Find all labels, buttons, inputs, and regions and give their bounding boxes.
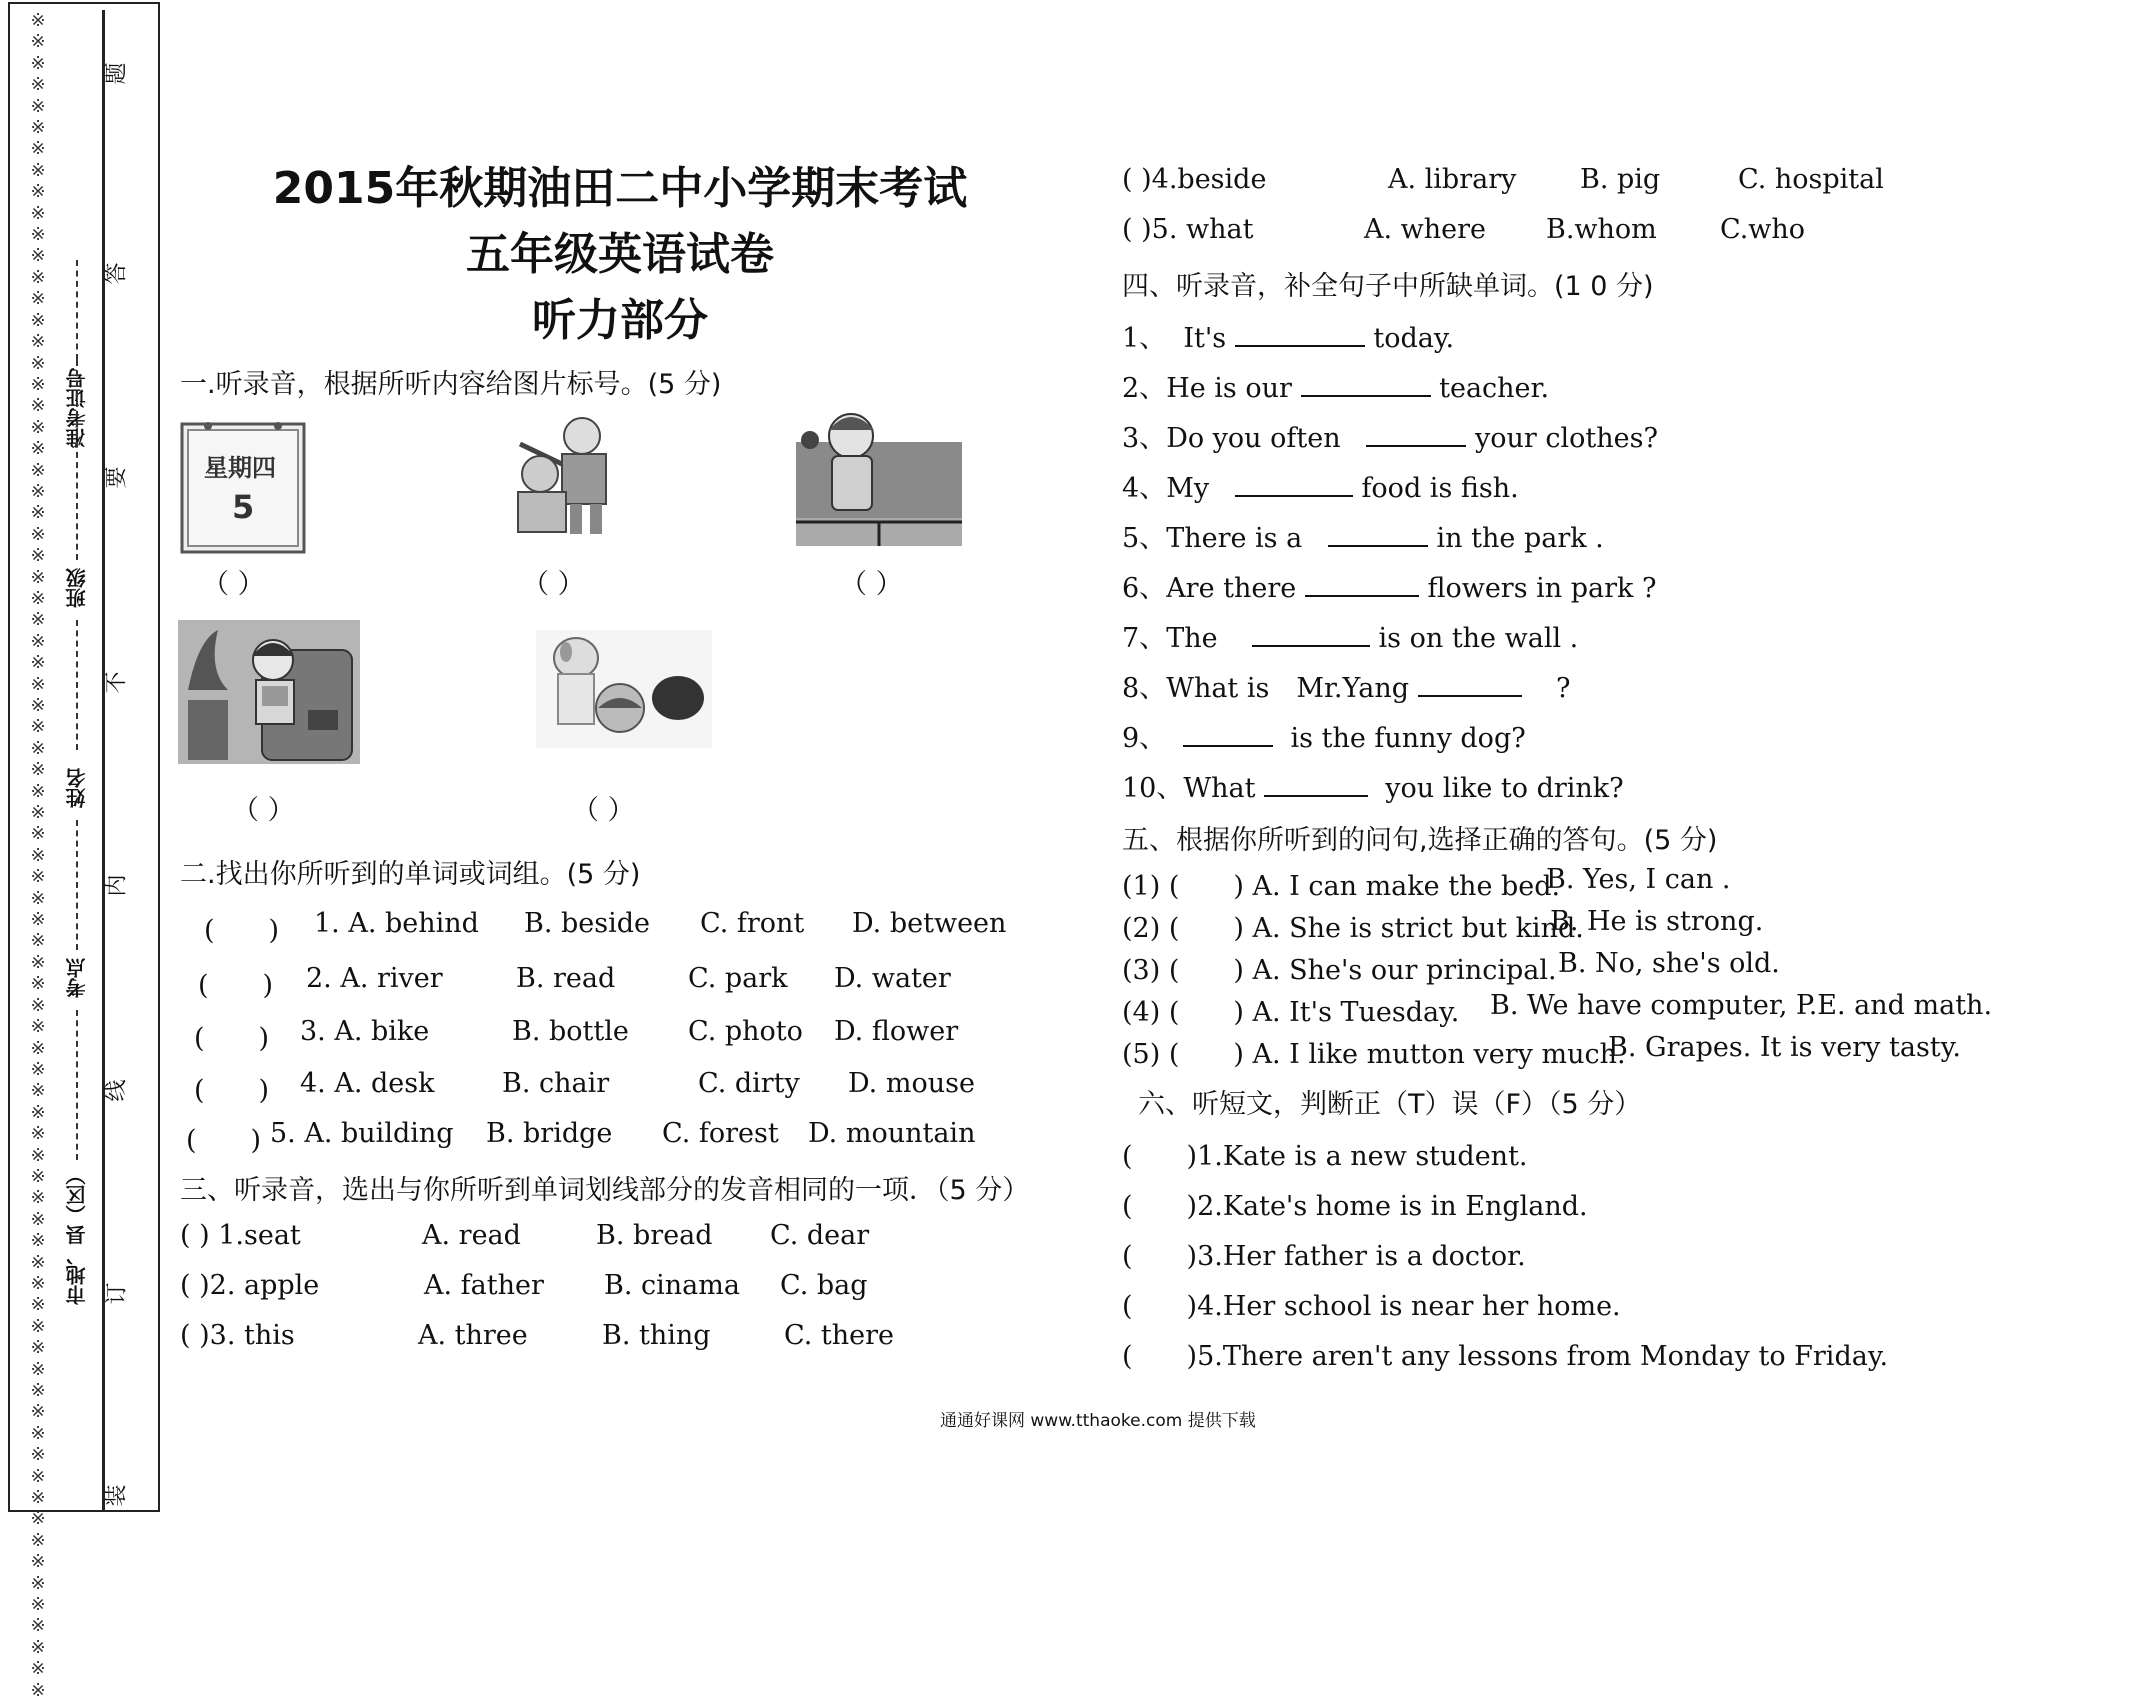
p2-q2-b: B. read [516, 963, 616, 994]
p2-paren-5: ( ) [186, 1125, 262, 1156]
p6-q5: ( )5.There aren't any lessons from Monday to Friday. [1122, 1341, 1889, 1372]
p3-q3-a: A. three [418, 1320, 528, 1351]
girl-ping-pong-icon [796, 410, 962, 550]
warn-char-6: 线 [104, 1079, 130, 1102]
warn-char-2: 答 [104, 262, 130, 285]
p4-item-9: 9、 is the funny dog? [1122, 723, 1526, 754]
p2-q4-b: B. chair [502, 1068, 610, 1099]
p3-q1-c: C. dear [770, 1220, 870, 1251]
p3-q2-a: A. father [424, 1270, 544, 1301]
exam-title: 2015年秋期油田二中小学期末考试 [272, 163, 968, 214]
p2-paren-1: ( ) [204, 915, 280, 946]
dash-2 [76, 360, 78, 560]
warn-char-1: 题 [104, 62, 130, 85]
p2-q3-b: B. bottle [512, 1016, 629, 1047]
p3-q2-b: B. cinama [604, 1270, 740, 1301]
p3-q1-b: B. bread [596, 1220, 713, 1251]
p2-q3-a: 3. A. bike [300, 1016, 430, 1047]
p3-q4-b: B. pig [1580, 164, 1661, 195]
dash-class [76, 620, 78, 750]
warn-char-8: 装 [104, 1484, 130, 1507]
warn-char-5: 内 [104, 874, 130, 897]
part1-heading: 一.听录音，根据所听内容给图片标号。(5 分) [180, 369, 722, 400]
p3-q1-a: A. read [422, 1220, 521, 1251]
p4-item-4: 4、My food is fish. [1122, 473, 1519, 504]
paren-5: （ ） [572, 795, 635, 826]
p5-q4: (4) ( ) A. It's Tuesday. [1122, 997, 1460, 1028]
p3-q2: ( )2. apple [180, 1270, 320, 1301]
p5-q3-b: B. No, she's old. [1558, 948, 1780, 979]
p2-q4-d: D. mouse [848, 1068, 975, 1099]
p6-q2: ( )2.Kate's home is in England. [1122, 1191, 1588, 1222]
footer-source: 通通好课网 www.tthaoke.com 提供下载 [940, 1411, 1256, 1431]
paren-2: （ ） [522, 569, 585, 600]
part2-heading: 二.找出你所听到的单词或词组。(5 分) [180, 859, 641, 890]
label-exam-number: 准考证号 [65, 368, 89, 448]
p2-q1-d: D. between [852, 908, 1007, 939]
p5-q1-b: B. Yes, I can . [1546, 864, 1731, 895]
p4-item-10: 10、What you like to drink? [1122, 773, 1624, 804]
p2-q3-c: C. photo [688, 1016, 803, 1047]
blank-10[interactable] [1264, 773, 1368, 797]
p3-q5-b: B.whom [1546, 214, 1657, 245]
p4-item-5: 5、There is a in the park . [1122, 523, 1604, 554]
p2-paren-3: ( ) [194, 1023, 270, 1054]
calendar-weekday: 星期四 [204, 454, 276, 482]
p3-q3-c: C. there [784, 1320, 894, 1351]
blank-7[interactable] [1252, 623, 1370, 647]
p5-q2: (2) ( ) A. She is strict but kind. [1122, 913, 1584, 944]
dash-exam-site [76, 1010, 78, 1160]
blank-2[interactable] [1301, 373, 1431, 397]
blank-5[interactable] [1328, 523, 1428, 547]
paren-4: （ ） [232, 795, 295, 826]
p5-q3: (3) ( ) A. She's our principal. [1122, 955, 1557, 986]
label-city-county: 市地、县（区） [65, 1165, 89, 1305]
p5-q4-b: B. We have computer, P.E. and math. [1490, 990, 1993, 1021]
blank-1[interactable] [1235, 323, 1365, 347]
p6-q4: ( )4.Her school is near her home. [1122, 1291, 1621, 1322]
p3-q5-c: C.who [1720, 214, 1806, 245]
label-class: 班级 [65, 568, 89, 608]
p6-q3: ( )3.Her father is a doctor. [1122, 1241, 1526, 1272]
binding-stars: ※※※※※※※※※※※※※※※※※※※※※※※※※※※※※※※※※※※※※※※※※※※※※※※※※※※※※※※※※※※※※※※※※※※※※※※※※※※※※※※ [30, 10, 46, 1701]
p3-q1: ( ) 1.seat [180, 1220, 301, 1251]
p2-q4-c: C. dirty [698, 1068, 800, 1099]
p2-q1-c: C. front [700, 908, 805, 939]
p4-item-1: 1、 It's today. [1122, 323, 1455, 354]
p4-item-3: 3、Do you often your clothes? [1122, 423, 1658, 454]
p2-paren-4: ( ) [194, 1075, 270, 1106]
p3-q3: ( )3. this [180, 1320, 295, 1351]
calendar-day: 5 [232, 488, 255, 526]
part5-heading: 五、根据你所听到的问句,选择正确的答句。(5 分) [1122, 825, 1718, 856]
p3-q5-a: A. where [1364, 214, 1487, 245]
girl-reading-icon [178, 620, 360, 764]
p2-q1-a: 1. A. behind [314, 908, 479, 939]
blank-6[interactable] [1305, 573, 1419, 597]
p5-q5: (5) ( ) A. I like mutton very much. [1122, 1039, 1626, 1070]
paren-3: （ ） [840, 569, 903, 600]
p3-q2-c: C. bag [780, 1270, 868, 1301]
blank-3[interactable] [1366, 423, 1466, 447]
p3-q4-c: C. hospital [1738, 164, 1884, 195]
warn-char-7: 订 [104, 1282, 130, 1305]
p2-q1-b: B. beside [524, 908, 651, 939]
p2-paren-2: ( ) [198, 970, 274, 1001]
dash-name [76, 820, 78, 950]
p4-item-8: 8、What is Mr.Yang ? [1122, 673, 1571, 704]
p2-q2-c: C. park [688, 963, 788, 994]
label-name: 姓名 [65, 768, 89, 808]
dash-exam-number [76, 260, 78, 360]
warn-char-3: 要 [104, 466, 130, 489]
p3-q4-a: A. library [1388, 164, 1517, 195]
p5-q1: (1) ( ) A. I can make the bed. [1122, 871, 1561, 902]
part4-heading: 四、听录音，补全句子中所缺单词。(1 0 分) [1122, 271, 1654, 302]
blank-8[interactable] [1418, 673, 1522, 697]
p2-q2-a: 2. A. river [306, 963, 443, 994]
warn-char-4: 不 [104, 671, 130, 694]
section-title-listening: 听力部分 [532, 295, 708, 346]
p2-q3-d: D. flower [834, 1016, 959, 1047]
label-exam-site: 考点 [65, 958, 89, 998]
paren-1: （ ） [202, 569, 265, 600]
p3-q3-b: B. thing [602, 1320, 711, 1351]
p2-q5-d: D. mountain [808, 1118, 976, 1149]
dog-ball-icon [536, 630, 712, 748]
p2-q5-b: B. bridge [486, 1118, 613, 1149]
p2-q4-a: 4. A. desk [300, 1068, 435, 1099]
p6-q1: ( )1.Kate is a new student. [1122, 1141, 1528, 1172]
p4-item-7: 7、The is on the wall . [1122, 623, 1579, 654]
p2-q5-a: 5. A. building [270, 1118, 454, 1149]
p2-q2-d: D. water [834, 963, 951, 994]
p4-item-6: 6、Are there flowers in park ? [1122, 573, 1657, 604]
exam-subtitle: 五年级英语试卷 [466, 229, 774, 280]
part3-heading: 三、听录音，选出与你所听到单词划线部分的发音相同的一项．（5 分） [180, 1175, 1030, 1206]
p3-q4: ( )4.beside [1122, 164, 1267, 195]
p2-q5-c: C. forest [662, 1118, 779, 1149]
kung-fu-kids-icon [500, 414, 626, 544]
blank-9[interactable] [1183, 723, 1273, 747]
p5-q5-b: B. Grapes. It is very tasty. [1608, 1032, 1961, 1063]
p5-q2-b: B. He is strong. [1550, 906, 1764, 937]
p3-q5: ( )5. what [1122, 214, 1254, 245]
blank-4[interactable] [1235, 473, 1353, 497]
part6-heading: 六、听短文，判断正（T）误（F）（5 分） [1138, 1089, 1642, 1120]
p4-item-2: 2、He is our teacher. [1122, 373, 1550, 404]
